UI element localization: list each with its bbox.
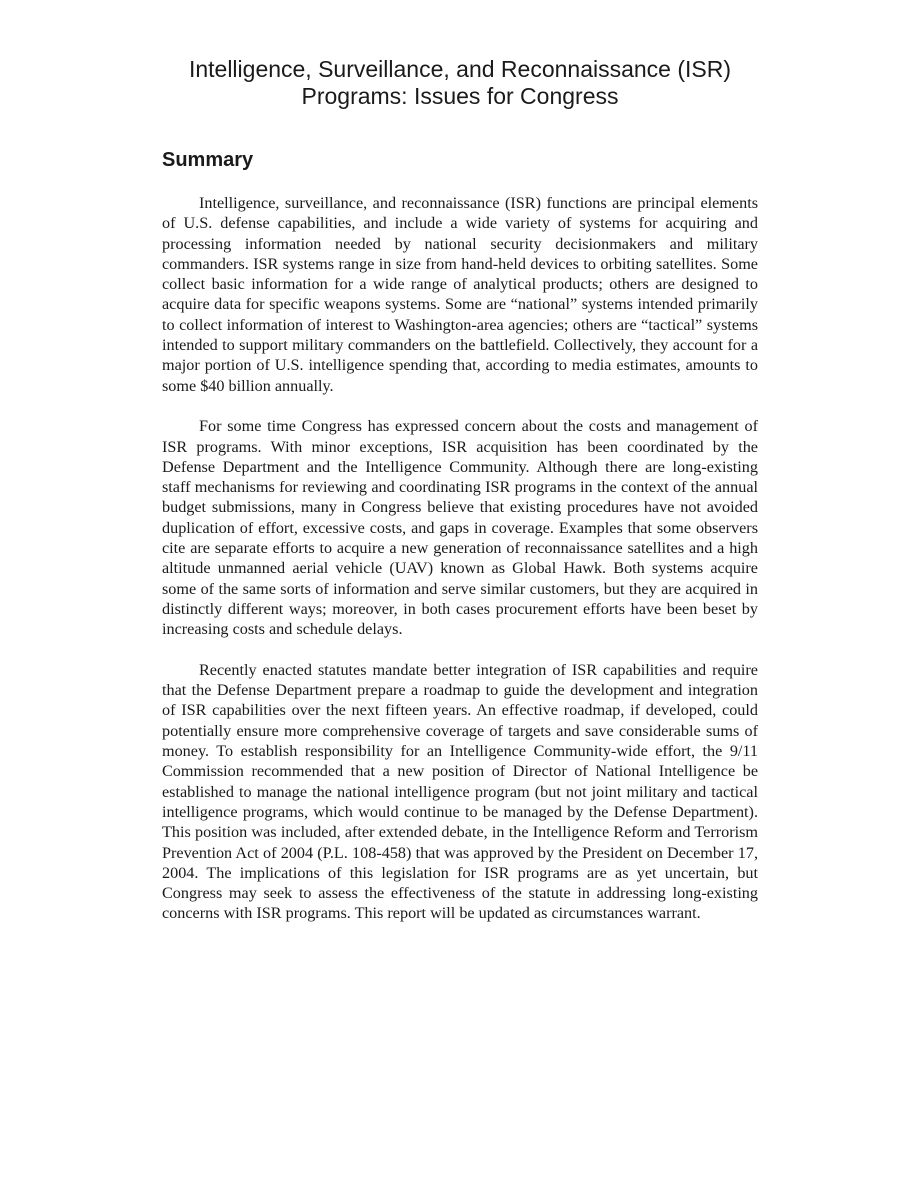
summary-paragraph-1: Intelligence, surveillance, and reconnaissance (ISR) functions are principal elements of U.S. defense capabilities, and include a wide variety of systems for acquiring and processing information needed by national security decisionmakers and military commanders. ISR systems range in size from hand-held devices to orbiting satellites. Some collect basic information for a wide range of analytical products; others are designed to acquire data for specific weapons systems. Some are “national” systems intended primarily to collect information of interest to Washington-area agencies; others are “tactical” systems intended to support military commanders on the battlefield. Collectively, they account for a major portion of U.S. intelligence spending that, according to media estimates, amounts to some $40 billion annually. (162, 194, 758, 395)
summary-heading: Summary (162, 149, 254, 171)
document-title (162, 56, 758, 110)
document-title-line-2: Programs: Issues for Congress (301, 83, 619, 109)
document-title-line-1: Intelligence, Surveillance, and Reconnaissance (ISR) (188, 56, 732, 82)
summary-body (162, 193, 758, 944)
summary-paragraph-3: Recently enacted statutes mandate better integration of ISR capabilities and require that the Defense Department prepare a roadmap to guide the development and integration of ISR capabilities over the next fifteen years. An effective roadmap, if developed, could potentially ensure more comprehensive coverage of targets and save considerable sums of money. To establish responsibility for an Intelligence Community-wide effort, the 9/11 Commission recommended that a new position of Director of National Intelligence be established to manage the national intelligence program (but not joint military and tactical intelligence programs, which would continue to be managed by the Defense Department). This position was included, after extended debate, in the Intelligence Reform and Terrorism Prevention Act of 2004 (P.L. 108-458) that was approved by the President on December 17, 2004. The implications of this legislation for ISR programs are as yet uncertain, but Congress may seek to assess the effectiveness of the statute in addressing long-existing concerns with ISR programs. This report will be updated as circumstances warrant. (162, 660, 758, 923)
summary-paragraph-2: For some time Congress has expressed concern about the costs and management of ISR programs. With minor exceptions, ISR acquisition has been coordinated by the Defense Department and the Intelligence Community. Although there are long-existing staff mechanisms for reviewing and coordinating ISR programs in the context of the annual budget submissions, many in Congress believe that existing procedures have not avoided duplication of effort, excessive costs, and gaps in coverage. Examples that some observers cite are separate efforts to acquire a new generation of reconnaissance satellites and a high altitude unmanned aerial vehicle (UAV) known as Global Hawk. Both systems acquire some of the same sorts of information and serve similar customers, but they are acquired in distinctly different ways; moreover, in both cases procurement efforts have been beset by increasing costs and schedule delays. (162, 417, 758, 639)
